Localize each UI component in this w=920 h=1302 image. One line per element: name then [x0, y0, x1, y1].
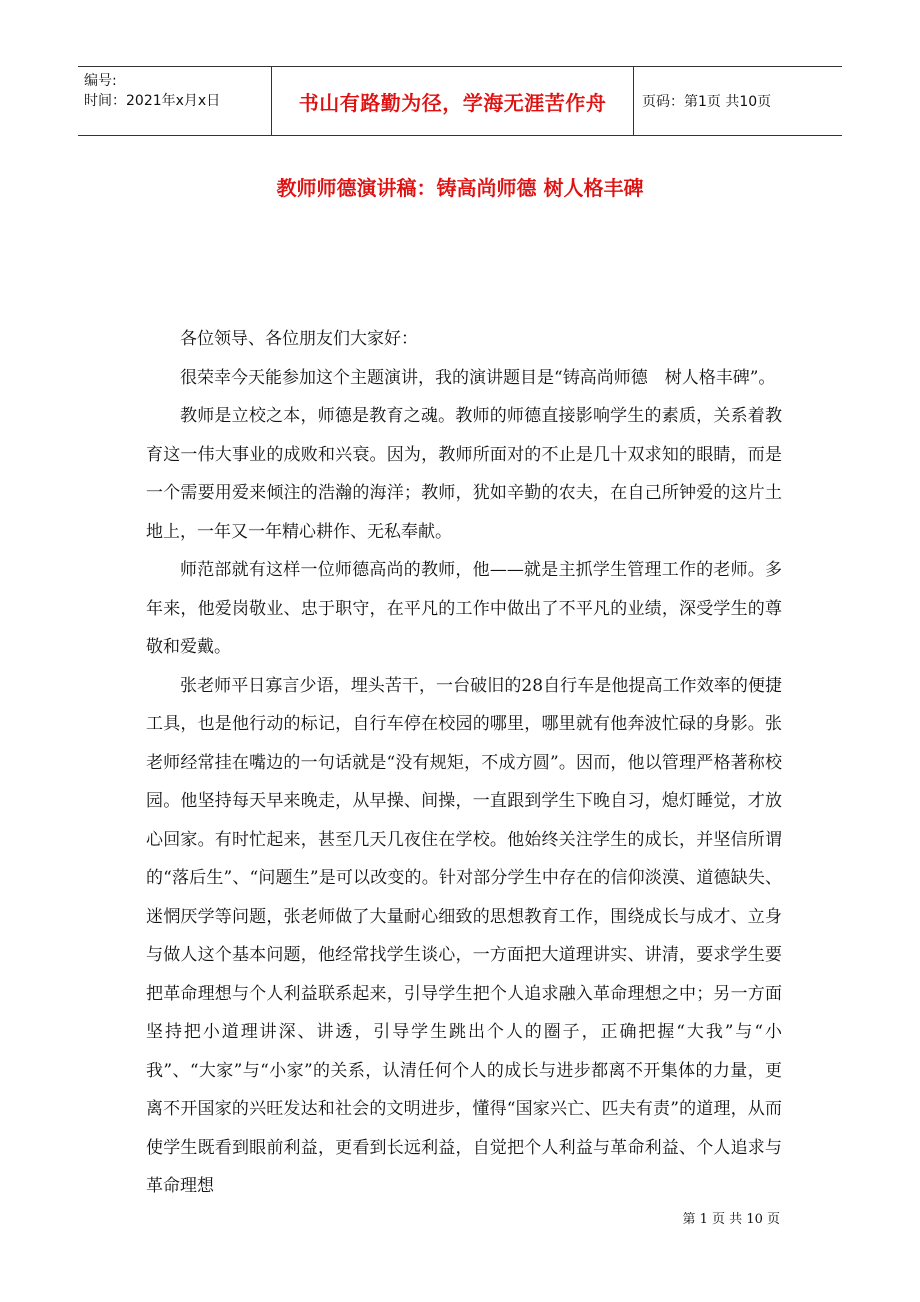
- header-page-cell: [634, 67, 842, 135]
- header-table: [78, 66, 842, 136]
- motto-text: 书山有路勤为径，学海无涯苦作舟: [298, 90, 607, 115]
- paragraph-intro: 很荣幸今天能参加这个主题演讲，我的演讲题目是“铸高尚师德 树人格丰碑”。: [180, 367, 776, 388]
- page-footer: 第 1 页 共 10 页: [682, 1212, 780, 1227]
- paragraph-model-teacher: 师范部就有这样一位师德高尚的教师，他——就是主抓学生管理工作的老师。多年来，他爱岗敬业、忠于职守，在平凡的工作中做出了不平凡的业绩，深受学生的尊敬和爱戴。: [146, 560, 782, 657]
- header-motto-cell: [272, 67, 634, 135]
- paragraph-teacher-ethics: 教师是立校之本，师德是教育之魂。教师的师德直接影响学生的素质，关系着教育这一伟大事业的成败和兴衰。因为，教师所面对的不止是几十双求知的眼睛，而是一个需要用爱来倾注的浩瀚的海洋；教师，犹如辛勤的农夫，在自己所钟爱的这片土地上，一年又一年精心耕作、无私奉献。: [146, 406, 782, 542]
- paragraph-teacher-zhang: 张老师平日寡言少语，埋头苦干，一台破旧的28自行车是他提高工作效率的便捷工具，也是他行动的标记，自行车停在校园的哪里，哪里就有他奔波忙碌的身影。张老师经常挂在嘴边的一句话就是“没有规矩，不成方圆”。因而，他以管理严格著称校园。他坚持每天早来晚走，从早操、间操，一直跟到学生下晚自习，熄灯睡觉，才放心回家。有时忙起来，甚至几天几夜住在学校。他始终关注学生的成长，并坚信所谓的“落后生”、“问题生”是可以改变的。针对部分学生中存在的信仰淡漠、道德缺失、迷惘厌学等问题，张老师做了大量耐心细致的思想教育工作，围绕成长与成才、立身与做人这个基本问题，他经常找学生谈心，一方面把大道理讲实、讲清，要求学生要把革命理想与个人利益联系起来，引导学生把个人追求融入革命理想之中；另一方面坚持把小道理讲深、讲透，引导学生跳出个人的圈子，正确把握“大我”与“小我”、“大家”与“小家”的关系，认清任何个人的成长与进步都离不开集体的力量，更离不开国家的兴旺发达和社会的文明进步，懂得“国家兴亡、匹夫有责”的道理，从而使学生既看到眼前利益，更看到长远利益，自觉把个人利益与革命利益、个人追求与革命理想: [146, 675, 782, 1196]
- document-body: [146, 320, 782, 1206]
- code-label: 编号:: [84, 73, 117, 89]
- page-info: 页码：第1页 共10页: [642, 94, 772, 110]
- time-label: 时间：2021年x月x日: [84, 93, 221, 109]
- paragraph-greeting: 各位领导、各位朋友们大家好：: [180, 329, 418, 349]
- header-meta-cell: [78, 67, 272, 135]
- document-title: 教师师德演讲稿：铸高尚师德 树人格丰碑: [276, 176, 644, 200]
